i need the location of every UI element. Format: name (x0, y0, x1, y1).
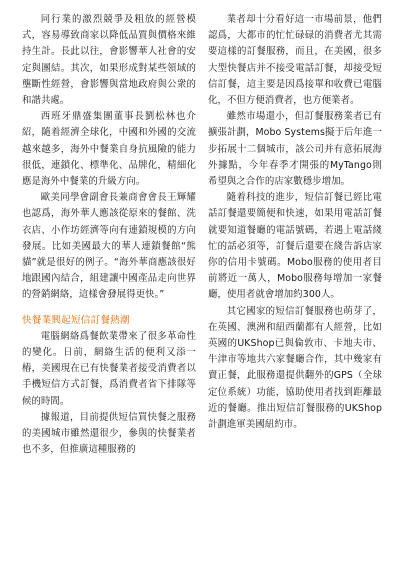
left-column (22, 12, 196, 560)
paragraph: 隨着科技的進步，短信訂餐已經比電話訂餐還要簡便和快速，如果用電話訂餐就要知道餐廳的電話號碼，若遇上電話綫忙的話必須等，訂餐后還要在綫告訴店家你的信用卡號碼。Mobo服務的使用者目前將近一萬人，Mobo服務每增加一家餐廳，使用者就會增加約300人。 (208, 192, 382, 301)
paragraph: 其它國家的短信訂餐服務也萌芽了，在英國、澳洲和紐西蘭都有人經營，比如英國的UKShop已與倫敦市、卡地夫市、牛津市等地共六家餐廳合作，其中幾家有賣正餐，此服務還提供翻外的GPS（全球定位系統）功能，協助使用者找到距離最近的餐廳。推出短信訂餐服務的UKShop計劃進軍美國紐約市。 (208, 305, 382, 431)
article-page (22, 12, 382, 560)
right-column (208, 12, 382, 560)
paragraph: 業者却十分看好這一市場前景，他們認爲，大都市的忙忙碌碌的消費者尤其需要這樣的訂餐服務，而且，在美國，很多大型快餐店并不接受電話訂餐，却接受短信訂餐，這主要是因爲接單和收費已電腦化，不但方便消費者，也方便業者。 (208, 14, 382, 107)
paragraph: 電腦網絡爲餐飲業帶來了很多革命性的變化。日前，網絡生活的便利又添一樁，美國現在已有快餐業者接受消費者以手機短信方式訂餐，爲消費者省下排隊等候的時間。 (22, 330, 196, 407)
paragraph: 歐美同學會副會長兼商會會長王輝耀也認爲，海外華人應該從原來的餐館、洗衣店、小作坊經濟等向有連鎖規模的方向發展。比如美國最大的華人連鎖餐館“熊貓”就是很好的例子。“海外華商應該很好地跟國內結合，組建讓中國產品走向世界的營銷網絡，這樣會發展得更快。” (22, 192, 196, 301)
paragraph: 西班牙鼎盛集團董事長劉松林也介紹，隨着經濟全球化，中國和外國的交流越來越多，海外中餐業自身抗風險的能力很低，連鎖化、標準化、品牌化，精細化應是海外中餐業的升級方向。 (22, 111, 196, 188)
paragraph: 據報道，目前提供短信買快餐之服務的美國城市雖然還很少，參與的快餐業者也不多，但推廣這種服務的 (22, 411, 196, 456)
section-heading: 快餐業興起短信訂餐熱潮 (22, 314, 130, 326)
paragraph: 同行業的激烈競爭及粗放的經營模式，容易導致商家以降低品質與價格來維持生計。長此以往，會影響華人社會的安定與團結。其次，如果形成對某些領域的壟斷性經營，會影響與當地政府與公衆的和諧共處。 (22, 14, 196, 107)
paragraph: 雖然市場還小，但訂餐服務業者已有擴張計劃，Mobo Systems擬于后年進一步拓展十二個城市，該公司并有意拓展海外據點，今年春季才開張的MyTango則希望與之合作的店家數穩步增加。 (208, 111, 382, 188)
